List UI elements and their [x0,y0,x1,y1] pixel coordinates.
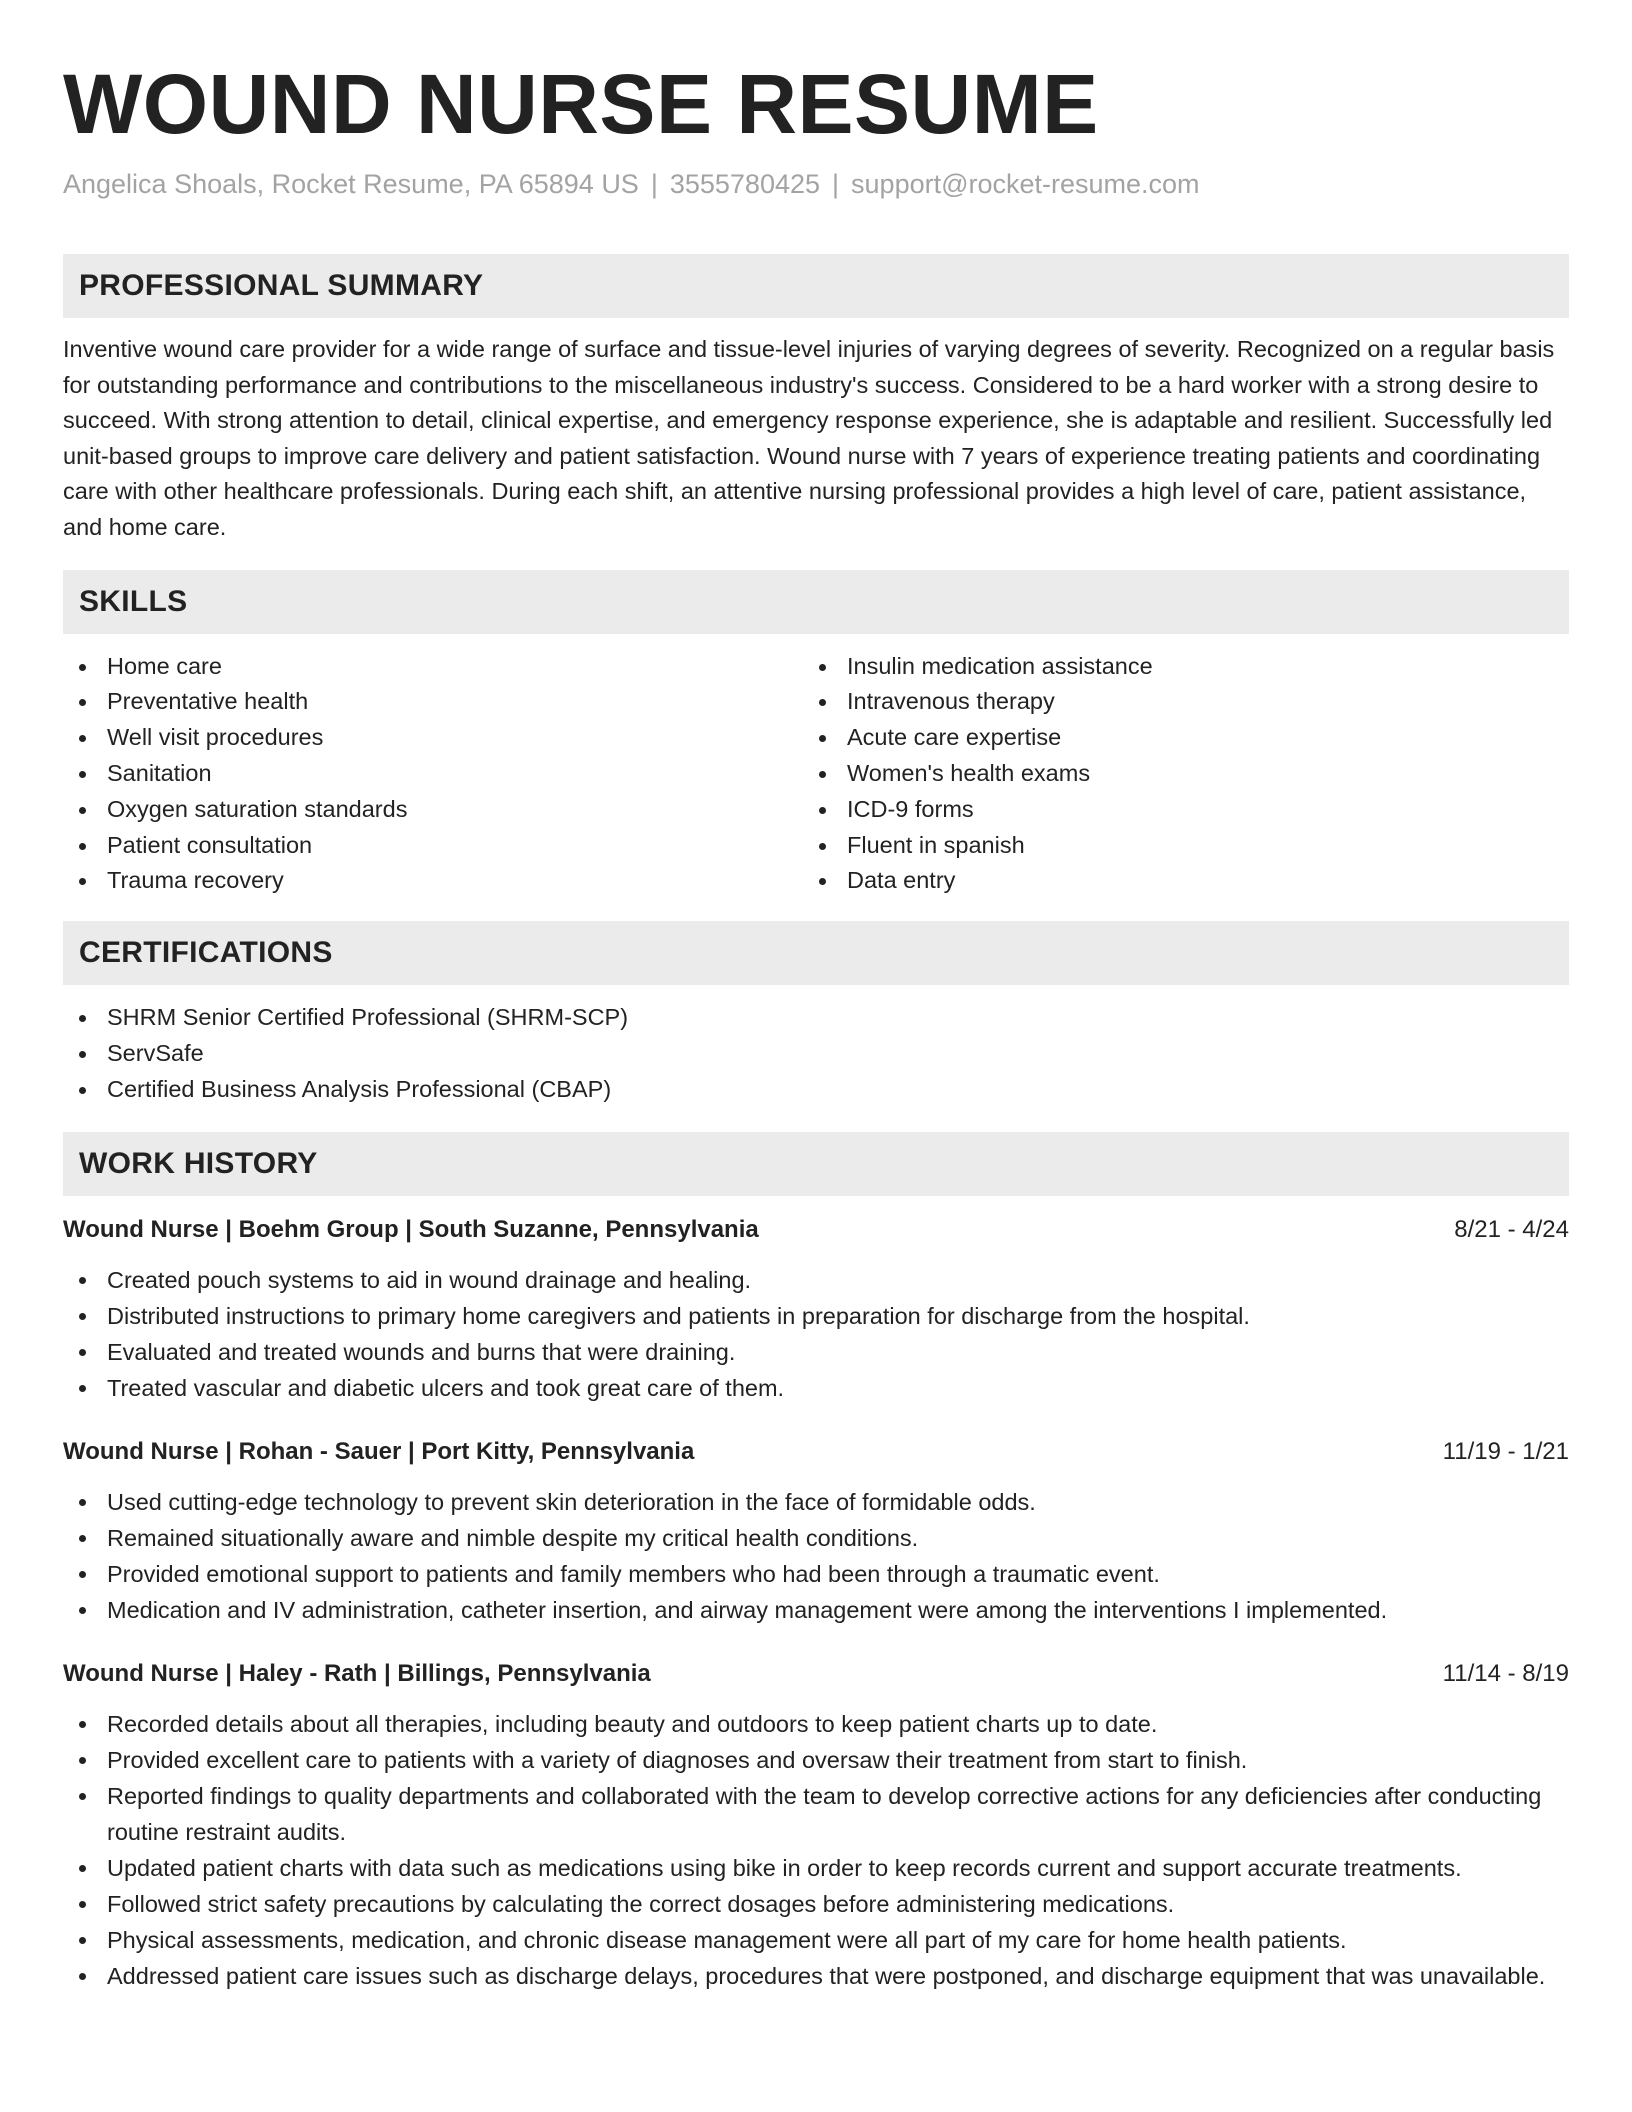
job-dates: 11/14 - 8/19 [1442,1659,1569,1687]
section-header-work-history: WORK HISTORY [63,1132,1569,1196]
job-header [63,1656,1569,1692]
summary-text: Inventive wound care provider for a wide range of surface and tissue-level injuries of varying degrees of severity. Recognized on a regular basis for outstanding performance and contributions to the miscellaneous industry's success. Considered to be a hard worker with a strong desire to succeed. With strong attention to detail, clinical expertise, and emergency response experience, she is adaptable and resilient. Successfully led unit-based groups to improve care delivery and patient satisfaction. Wound nurse with 7 years of experience treating patients and coordinating care with other healthcare professionals. During each shift, an attentive nursing professional provides a high level of care, patient assistance, and home care. [63,336,1555,540]
skill-item: ICD-9 forms [803,792,1543,828]
job-header [63,1434,1569,1470]
contact-phone: 3555780425 [669,169,821,199]
contact-line [63,166,1569,202]
job-bullet: Medication and IV administration, catheter insertion, and airway management were among the interventions I implemented. [63,1592,1569,1628]
skill-item: Acute care expertise [803,720,1543,756]
job-bullet: Provided emotional support to patients and family members who had been through a traumatic event. [63,1556,1569,1592]
job-bullet: Used cutting-edge technology to prevent skin deterioration in the face of formidable odds. [63,1484,1569,1520]
job-entry [63,1656,1569,1994]
job-bullet: Distributed instructions to primary home caregivers and patients in preparation for discharge from the hospital. [63,1298,1569,1334]
contact-email[interactable]: support@rocket-resume.com [851,169,1200,199]
section-header-certifications: CERTIFICATIONS [63,921,1569,985]
job-bullet: Reported findings to quality departments and collaborated with the team to develop corrective actions for any deficiencies after conducting routine restraint audits. [63,1778,1569,1850]
certification-item: Certified Business Analysis Professional (CBAP) [63,1072,1569,1108]
skill-item: Insulin medication assistance [803,649,1543,685]
skill-item: Women's health exams [803,756,1543,792]
job-dates: 8/21 - 4/24 [1454,1215,1569,1243]
skill-item: Patient consultation [63,828,803,864]
job-bullet: Remained situationally aware and nimble despite my critical health conditions. [63,1520,1569,1556]
job-title: Wound Nurse | Haley - Rath | Billings, Pennsylvania [63,1659,651,1687]
job-dates: 11/19 - 1/21 [1442,1437,1569,1465]
contact-separator: | [832,169,840,199]
skill-item: Trauma recovery [63,863,803,899]
skills-list-left [63,649,803,900]
skill-item: Sanitation [63,756,803,792]
resume-title: WOUND NURSE RESUME [63,57,1099,151]
skill-item: Preventative health [63,684,803,720]
contact-separator: | [650,169,658,199]
job-bullets [63,1706,1569,1994]
job-bullets [63,1262,1569,1406]
certification-item: SHRM Senior Certified Professional (SHRM-SCP) [63,1000,1569,1036]
job-bullet: Treated vascular and diabetic ulcers and took great care of them. [63,1370,1569,1406]
job-title: Wound Nurse | Rohan - Sauer | Port Kitty, Pennsylvania [63,1437,695,1465]
job-bullet: Evaluated and treated wounds and burns that were draining. [63,1334,1569,1370]
job-entry [63,1434,1569,1628]
section-header-summary: PROFESSIONAL SUMMARY [63,254,1569,318]
skill-item: Fluent in spanish [803,828,1543,864]
job-bullet: Followed strict safety precautions by calculating the correct dosages before administering medications. [63,1886,1569,1922]
job-entry [63,1212,1569,1406]
job-header [63,1212,1569,1248]
job-bullet: Physical assessments, medication, and chronic disease management were all part of my care for home health patients. [63,1922,1569,1958]
skill-item: Oxygen saturation standards [63,792,803,828]
job-bullet: Recorded details about all therapies, including beauty and outdoors to keep patient charts up to date. [63,1706,1569,1742]
job-bullets [63,1484,1569,1628]
job-title: Wound Nurse | Boehm Group | South Suzanne, Pennsylvania [63,1215,759,1243]
skill-item: Intravenous therapy [803,684,1543,720]
skill-item: Data entry [803,863,1543,899]
certification-item: ServSafe [63,1036,1569,1072]
job-bullet: Provided excellent care to patients with a variety of diagnoses and oversaw their treatment from start to finish. [63,1742,1569,1778]
skills-list-right [803,649,1543,900]
job-bullet: Updated patient charts with data such as medications using bike in order to keep records current and support accurate treatments. [63,1850,1569,1886]
section-header-skills: SKILLS [63,570,1569,634]
skill-item: Well visit procedures [63,720,803,756]
job-bullet: Created pouch systems to aid in wound drainage and healing. [63,1262,1569,1298]
job-bullet: Addressed patient care issues such as discharge delays, procedures that were postponed, and discharge equipment that was unavailable. [63,1958,1569,1994]
skills-columns [63,649,1569,900]
contact-address: Angelica Shoals, Rocket Resume, PA 65894 US [63,169,639,199]
skill-item: Home care [63,649,803,685]
certifications-list [63,1000,1569,1107]
